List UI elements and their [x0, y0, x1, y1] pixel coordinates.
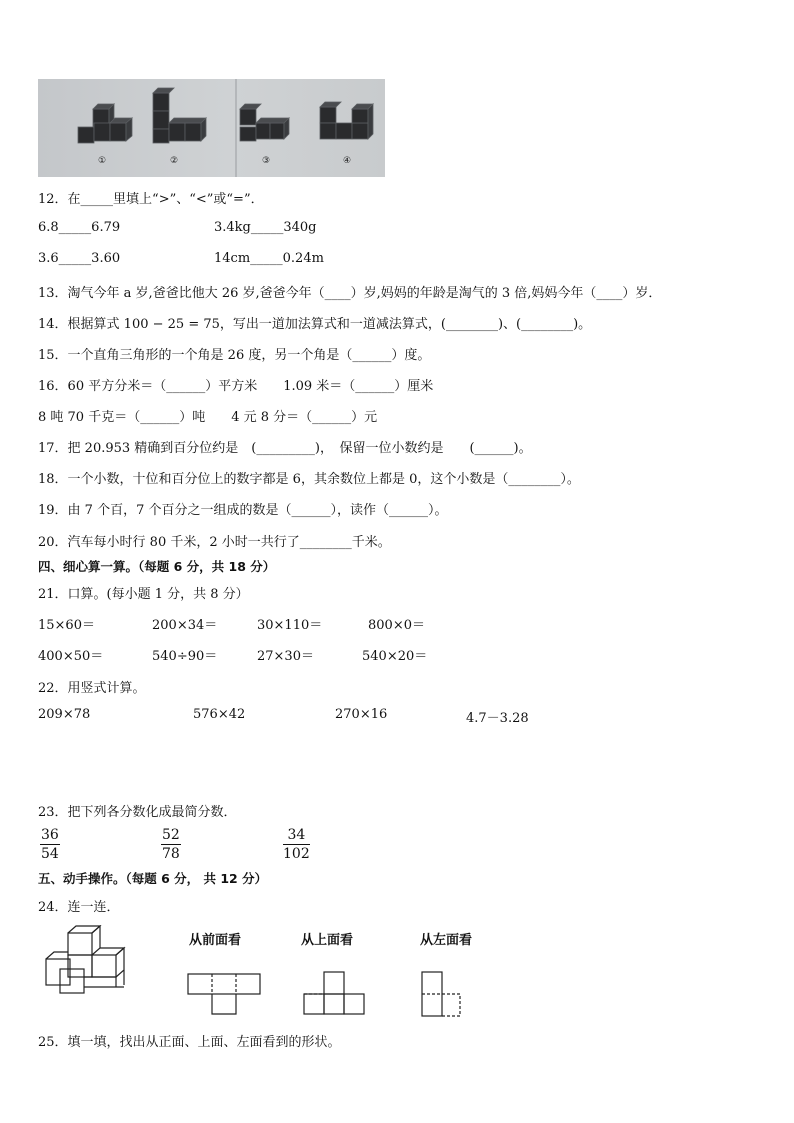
- q15-text: 15．一个直角三角形的一个角是 26 度，另一个角是（______）度。: [38, 348, 431, 363]
- left-view-shape: [418, 970, 464, 1018]
- fraction-3-numerator: 34: [283, 826, 310, 845]
- q12-item-2: 3.4kg_____340g: [214, 220, 317, 235]
- q22-item: 209×78: [38, 707, 91, 722]
- q12-stem: 12．在_____里填上“>”、“<”或“=”．: [38, 192, 264, 207]
- q22-item: 270×16: [335, 707, 388, 722]
- q22-item: 576×42: [193, 707, 246, 722]
- q12-item-4: 14cm_____0.24m: [214, 251, 324, 266]
- q21-stem: 21．口算。(每小题 1 分，共 8 分）: [38, 587, 249, 602]
- fraction-2-denominator: 78: [162, 846, 180, 862]
- q22-stem: 22．用竖式计算。: [38, 681, 146, 696]
- q13-text: 13．淘气今年 a 岁,爸爸比他大 26 岁,爸爸今年（____）岁,妈妈的年龄是淘气的 3 倍,妈妈今年（____）岁．: [38, 286, 662, 301]
- view-label-left: 从左面看: [420, 933, 473, 948]
- q18-text: 18．一个小数，十位和百分位上的数字都是 6，其余数位上都是 0，这个小数是（________）。: [38, 472, 580, 487]
- figure-label-3: ③: [261, 156, 271, 166]
- q12-item-1: 6.8_____6.79: [38, 220, 121, 235]
- q21-item: 800×0＝: [368, 618, 425, 633]
- cube-arrangements-illustration: [38, 79, 385, 177]
- fraction-3: [283, 826, 310, 863]
- figure-label-4: ④: [342, 156, 352, 166]
- q21-item: 30×110＝: [257, 618, 323, 633]
- q22-item: 4.7－3.28: [466, 711, 529, 726]
- q25-text: 25．填一填，找出从正面、上面、左面看到的形状。: [38, 1035, 341, 1050]
- q14-text: 14．根据算式 100 − 25 = 75，写出一道加法算式和一道减法算式，(________)、(________)。: [38, 317, 592, 332]
- q21-item: 400×50＝: [38, 649, 104, 664]
- fraction-2: [161, 826, 181, 863]
- cube-arrangements-photo: [38, 79, 385, 177]
- fraction-1-denominator: 54: [41, 846, 59, 862]
- front-view-shape: [186, 970, 262, 1016]
- q20-text: 20．汽车每小时行 80 千米，2 小时一共行了________千米。: [38, 535, 391, 550]
- cube-stack-figure: [42, 925, 142, 997]
- fraction-1-numerator: 36: [41, 827, 59, 843]
- section-5-heading: 五、动手操作。（每题 6 分， 共 12 分）: [38, 871, 268, 886]
- fraction-1: [40, 826, 60, 863]
- q12-item-3: 3.6_____3.60: [38, 251, 121, 266]
- q21-item: 540×20＝: [362, 649, 428, 664]
- q23-stem: 23．把下列各分数化成最简分数．: [38, 805, 237, 820]
- q17-text: 17．把 20.953 精确到百分位约是 (_________)， 保留一位小数约是 (______)。: [38, 441, 532, 456]
- section-4-heading: 四、细心算一算。（每题 6 分，共 18 分）: [38, 559, 276, 574]
- q24-stem: 24．连一连．: [38, 900, 120, 915]
- q21-item: 200×34＝: [152, 618, 218, 633]
- top-view-shape: [302, 970, 368, 1016]
- view-label-top: 从上面看: [301, 933, 354, 948]
- q19-text: 19．由 7 个百，7 个百分之一组成的数是（______），读作（______）。: [38, 503, 448, 518]
- q21-item: 540÷90＝: [152, 649, 218, 664]
- view-label-front: 从前面看: [189, 933, 242, 948]
- fraction-2-numerator: 52: [162, 827, 180, 843]
- figure-label-2: ②: [169, 156, 179, 166]
- q16-line-1: 16．60 平方分米＝（______）平方米 1.09 米＝（______）厘米: [38, 379, 434, 394]
- figure-label-1: ①: [97, 156, 107, 166]
- q21-item: 15×60＝: [38, 618, 95, 633]
- q16-line-2: 8 吨 70 千克＝（______）吨 4 元 8 分＝（______）元: [38, 410, 378, 425]
- fraction-3-denominator: 102: [283, 846, 310, 862]
- q21-item: 27×30＝: [257, 649, 314, 664]
